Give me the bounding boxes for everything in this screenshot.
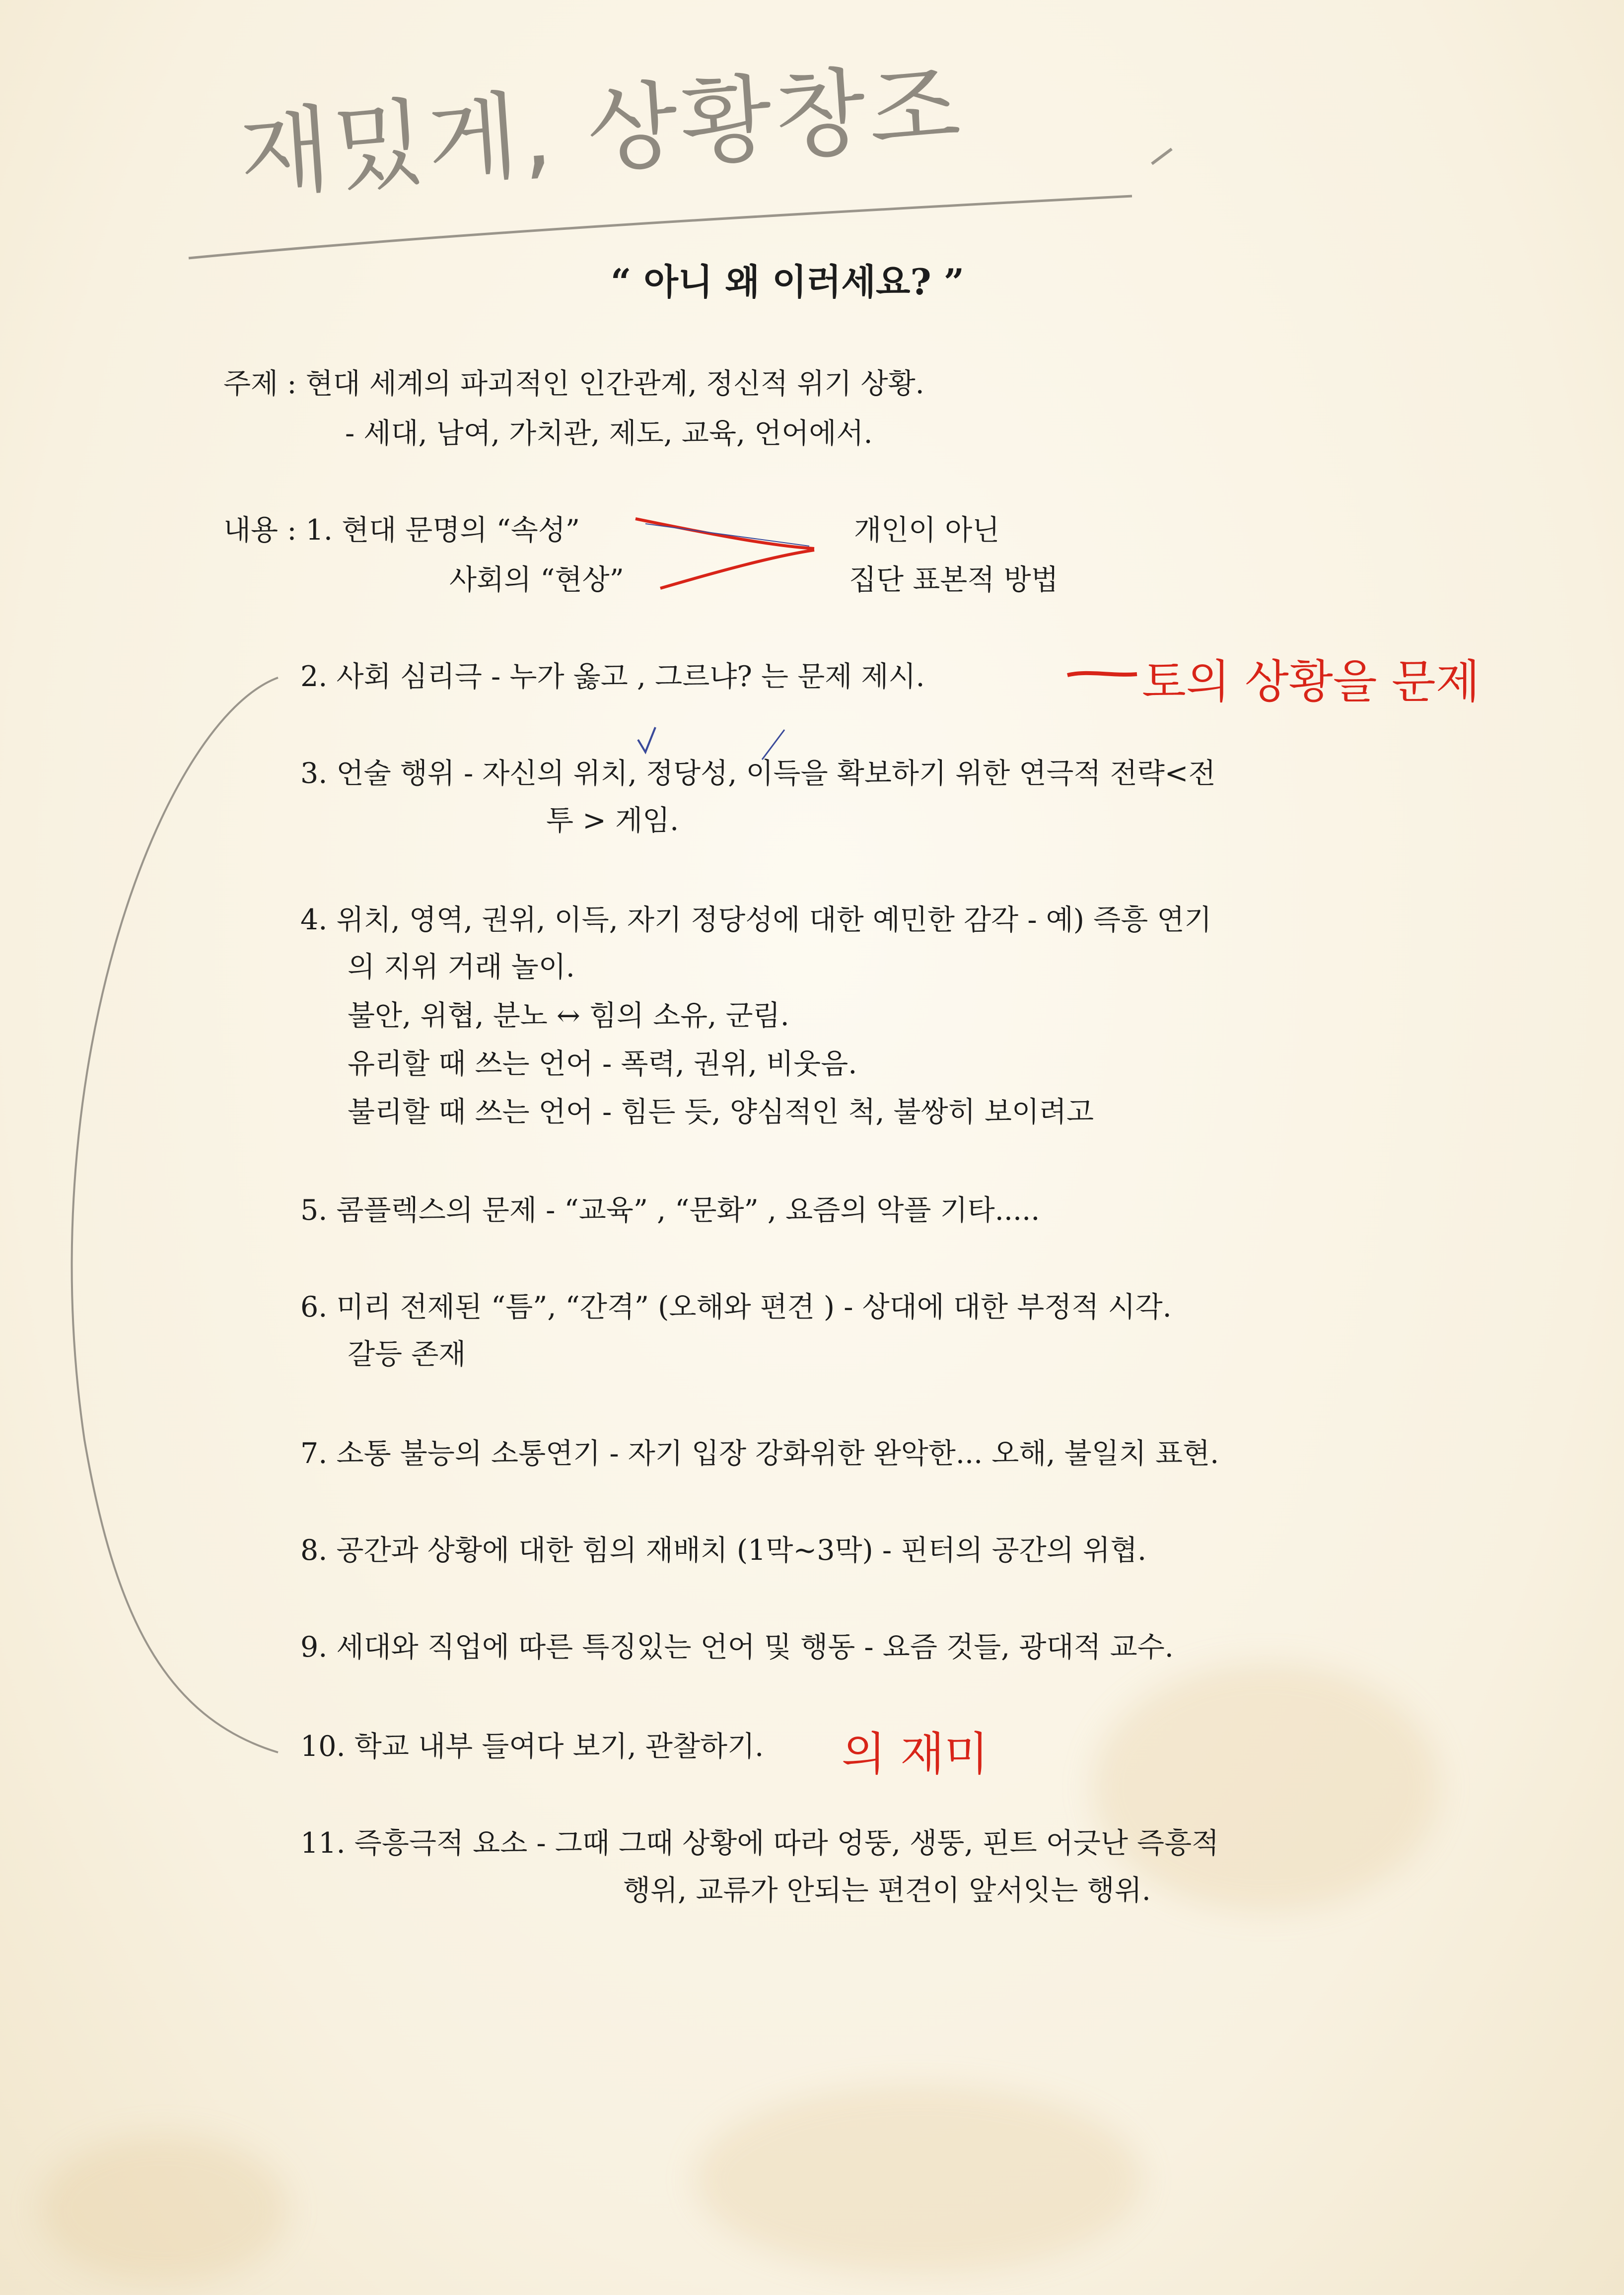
item-4-line-3: 불안, 위협, 분노 ↔ 힘의 소유, 군림. xyxy=(348,999,789,1032)
red-note-item-2: 토의 상황을 문제 xyxy=(1142,655,1480,708)
theme-line-1: 주제 : 현대 세계의 파괴적인 인간관계, 정신적 위기 상황. xyxy=(223,367,924,400)
pencil-bracket xyxy=(72,678,278,1752)
item-1-line-1: 내용 : 1. 현대 문명의 “속성” xyxy=(223,514,580,547)
item-6-line-2: 갈등 존재 xyxy=(348,1338,466,1371)
check-mark-icon xyxy=(638,727,655,752)
item-4-line-2: 의 지위 거래 놀이. xyxy=(348,951,575,983)
item-4-line-5: 불리할 때 쓰는 언어 - 힘든 듯, 양심적인 척, 불쌍히 보이려고 xyxy=(348,1096,1094,1128)
handwritten-note-top: 재밌게, 상황창조 xyxy=(236,50,967,210)
item-3-line-1: 3. 언술 행위 - 자신의 위치, 정당성, 이득을 확보하기 위한 연극적 전략<전 xyxy=(300,757,1216,790)
theme-line-2: - 세대, 남여, 가치관, 제도, 교육, 언어에서. xyxy=(345,417,873,450)
item-11-line-1: 11. 즉흥극적 요소 - 그때 그때 상황에 따라 엉뚱, 생뚱, 핀트 어긋난 즉흥적 xyxy=(300,1827,1219,1860)
item-1-right-2: 집단 표본적 방법 xyxy=(849,563,1059,596)
pencil-comma xyxy=(1152,149,1172,164)
page-title: “ 아니 왜 이러세요? ” xyxy=(611,261,965,303)
item-9: 9. 세대와 직업에 따른 특징있는 언어 및 행동 - 요즘 것들, 광대적 교수. xyxy=(300,1631,1174,1664)
red-arrow-line xyxy=(660,550,814,588)
item-5: 5. 콤플렉스의 문제 - “교육” , “문화” , 요즘의 악플 기타..... xyxy=(300,1194,1040,1227)
red-dash xyxy=(1067,673,1137,675)
item-10: 10. 학교 내부 들여다 보기, 관찰하기. xyxy=(300,1730,764,1763)
item-6-line-1: 6. 미리 전제된 “틈”, “간격” (오해와 편견 ) - 상대에 대한 부정적 시각. xyxy=(300,1291,1172,1323)
item-4-line-4: 유리할 때 쓰는 언어 - 폭력, 권위, 비웃음. xyxy=(348,1047,857,1080)
item-1-line-2: 사회의 “현상” xyxy=(449,563,624,596)
item-4-line-1: 4. 위치, 영역, 권위, 이득, 자기 정당성에 대한 예민한 감각 - 예) 즉흥 연기 xyxy=(300,904,1212,936)
item-2: 2. 사회 심리극 - 누가 옳고 , 그르냐? 는 문제 제시. xyxy=(300,660,925,693)
item-3-line-2: 투 > 게임. xyxy=(546,804,679,837)
item-11-line-2: 행위, 교류가 안되는 편견이 앞서잇는 행위. xyxy=(623,1874,1151,1907)
red-note-item-10: 의 재미 xyxy=(842,1728,989,1781)
item-8: 8. 공간과 상황에 대한 힘의 재배치 (1막~3막) - 핀터의 공간의 위협. xyxy=(300,1534,1147,1567)
red-arrow-line xyxy=(635,519,814,549)
pen-stroke xyxy=(762,730,784,760)
blue-pen-line xyxy=(645,524,809,546)
item-1-right-1: 개인이 아닌 xyxy=(854,514,1000,547)
item-7: 7. 소통 불능의 소통연기 - 자기 입장 강화위한 완악한... 오해, 불일치 표현. xyxy=(300,1437,1219,1470)
